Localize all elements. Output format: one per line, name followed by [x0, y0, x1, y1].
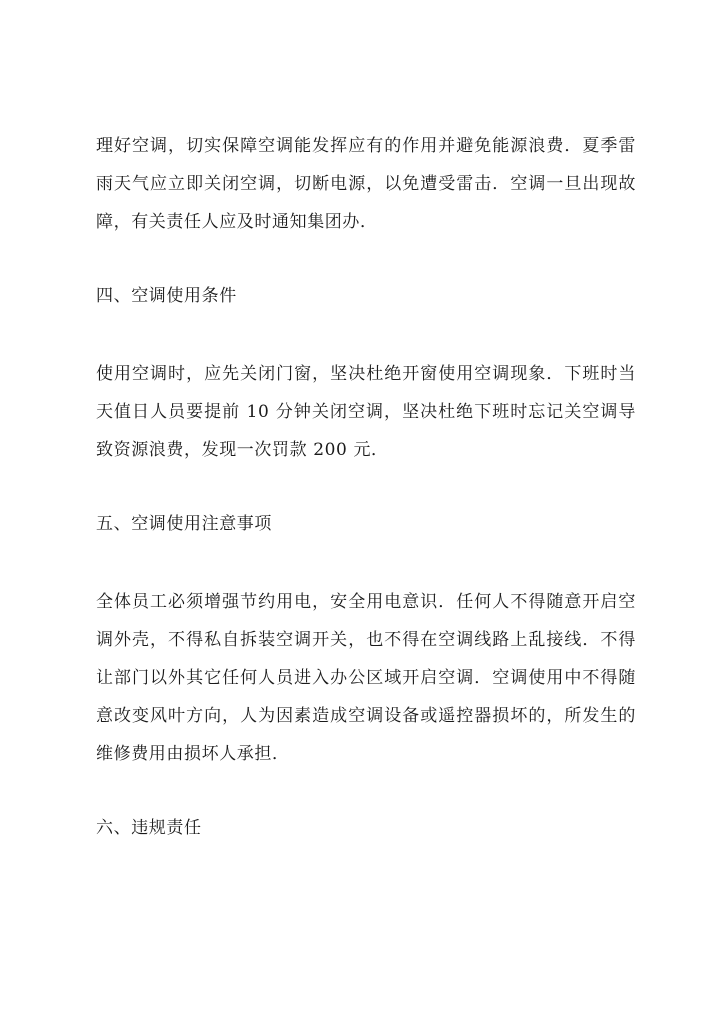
paragraph-maintenance: 理好空调，切实保障空调能发挥应有的作用并避免能源浪费．夏季雷雨天气应立即关闭空调，切断电源，以免遭受雷击．空调一旦出现故障，有关责任人应及时通知集团办．: [96, 136, 636, 232]
section-heading-usage-notes: 五、空调使用注意事项: [96, 514, 272, 534]
section-heading-usage-conditions: 四、空调使用条件: [96, 286, 237, 306]
paragraph-usage-conditions: 使用空调时，应先关闭门窗，坚决杜绝开窗使用空调现象．下班时当天值日人员要提前 10 分钟关闭空调，坚决杜绝下班时忘记关空调导致资源浪费，发现一次罚款 200 元．: [96, 364, 636, 460]
paragraph-usage-notes: 全体员工必须增强节约用电，安全用电意识．任何人不得随意开启空调外壳，不得私自拆装空调开关，也不得在空调线路上乱接线．不得让部门以外其它任何人员进入办公区域开启空调．空调使用中不得随意改变风叶方向，人为因素造成空调设备或遥控器损坏的，所发生的维修费用由损坏人承担．: [96, 592, 636, 764]
section-heading-violation-liability: 六、违规责任: [96, 818, 202, 838]
document-body: [96, 127, 636, 887]
